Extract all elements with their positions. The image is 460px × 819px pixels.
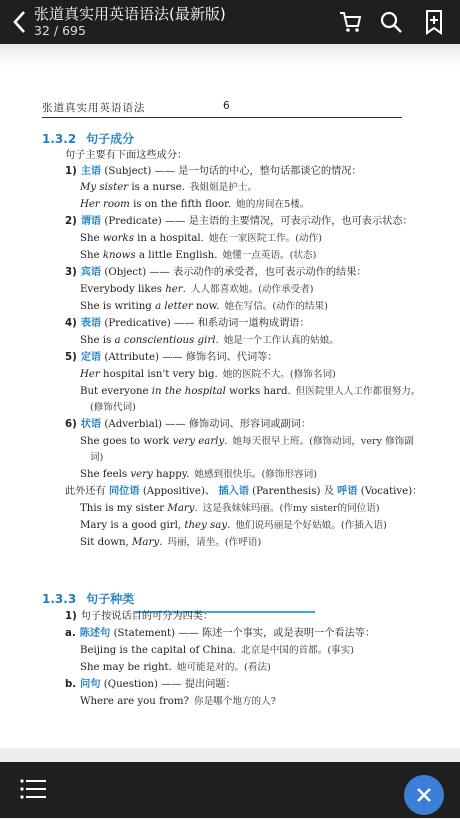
item-adverbial: 6) 状语 (Adverbial) —— 修饰动词、形容词或副词： [65, 419, 312, 430]
back-arrow-icon[interactable] [8, 7, 34, 37]
item-statement: a. 陈述句 (Statement) —— 陈述一个事实，或是表明一个看法等： [65, 628, 376, 639]
item-attribute: 5) 定语 (Attribute) —— 修饰名词、代词等： [65, 352, 278, 363]
section-heading: 1.3.3 句子种类 [42, 592, 135, 606]
example-line: She feels very happy. 她感到很快乐。(修饰形容词) [80, 469, 317, 480]
item-predicate: 2) 谓语 (Predicate) —— 是主语的主要情况，可表示动作，也可表示状态： [65, 216, 413, 227]
example-line: But everyone in the hospital works hard. 但医院里人人工作都很努力。 [80, 386, 421, 397]
example-line: She is writing a letter now. 她在写信。(动作的结果) [80, 301, 328, 312]
menu-list-icon[interactable] [20, 778, 46, 800]
shopping-cart-icon[interactable] [338, 9, 364, 35]
book-page [0, 44, 460, 748]
example-note: (修饰代词) [90, 402, 136, 413]
example-line: She works in a hospital. 她在一家医院工作。(动作) [80, 233, 322, 244]
close-icon [404, 775, 444, 815]
item-object: 3) 宾语 (Object) —— 表示动作的承受者，也可表示动作的结果： [65, 267, 367, 278]
running-head [42, 100, 402, 118]
page-shadow [0, 44, 460, 68]
section-number: 1.3.2 [42, 132, 77, 146]
top-toolbar [0, 0, 460, 44]
other-components: 此外还有 同位语 (Appositive)、 插入语 (Parenthesis) 及 呼语 (Vocative)： [65, 486, 423, 497]
book-title: 张道真实用英语语法(最新版) [34, 5, 226, 23]
example-line: She is a conscientious girl. 她是一个工作认真的姑娘。 [80, 335, 339, 346]
example-line: Where are you from? 你是哪个地方的人? [80, 696, 276, 707]
running-head-title: 张道真实用英语语法 [42, 102, 146, 114]
example-line: She may be right. 她可能是对的。(看法) [80, 662, 271, 673]
section-title: 句子成分 [86, 132, 135, 146]
example-line: Beijing is the capital of China. 北京是中国的首都。(事实) [80, 645, 355, 656]
example-line: Her room is on the fifth floor. 她的房间在5楼。 [80, 199, 310, 210]
example-line: Sit down, Mary. 玛丽，请坐。(作呼语) [80, 537, 262, 548]
item-predicative: 4) 表语 (Predicative) —— 和系动词一道构成谓语： [65, 318, 310, 329]
page-number: 6 [223, 100, 231, 112]
example-line: Mary is a good girl, they say. 他们说玛丽是个好姑娘。(作插入语) [80, 520, 387, 531]
example-line: Her hospital isn't very big. 她的医院不大。(修饰名词) [80, 369, 336, 380]
example-line: She knows a little English. 她懂一点英语。(状态) [80, 250, 317, 261]
item-question: b. 问句 (Question) —— 提出问题： [65, 679, 236, 690]
page-indicator: 32 / 695 [34, 23, 86, 38]
bottom-toolbar [0, 762, 460, 818]
close-button[interactable] [404, 775, 444, 815]
intro-line: 句子主要有下面这些成分： [65, 150, 188, 161]
example-line: She goes to work very early. 她每天很早上班。(修饰动词，very 修饰副 [80, 436, 414, 447]
example-line: My sister is a nurse. 我姐姐是护士。 [80, 182, 258, 193]
add-bookmark-icon[interactable] [421, 9, 447, 35]
example-line: This is my sister Mary. 这是我妹妹玛丽。(作my sister的同位语) [80, 503, 380, 514]
example-note: 词) [90, 452, 104, 463]
item-subject: 1) 主语 (Subject) —— 是一句话的中心，整句话都谈它的情况： [65, 166, 362, 177]
section-heading [42, 130, 134, 147]
sentence-types-intro: 1) 句子按说话目的可分为四类： [65, 611, 214, 622]
example-line: Everybody likes her. 人人都喜欢她。(动作承受者) [80, 284, 314, 295]
search-icon[interactable] [378, 9, 404, 35]
